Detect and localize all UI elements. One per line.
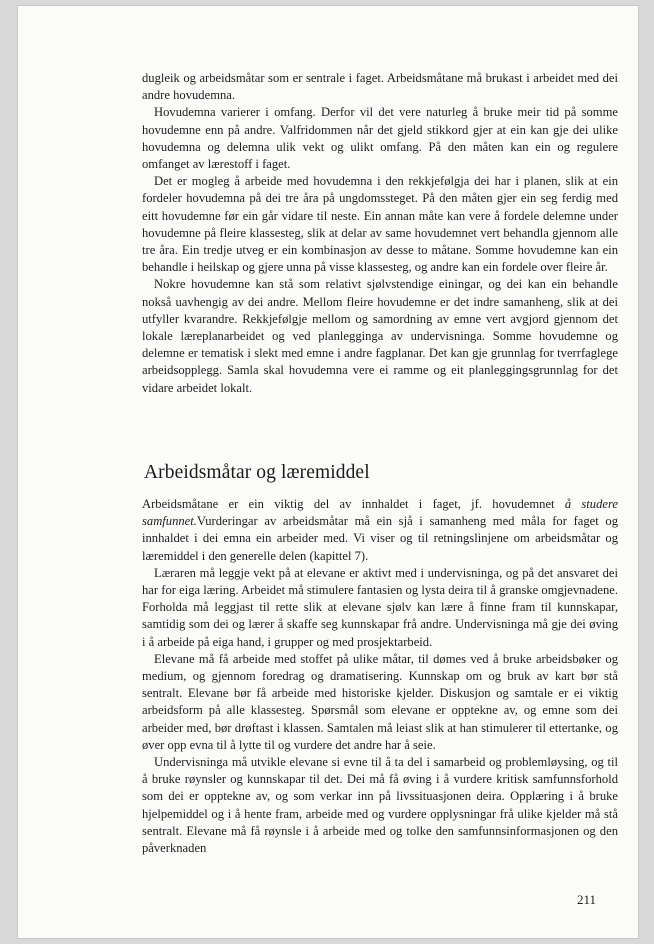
paragraph: Elevane må få arbeide med stoffet på ulike måtar, til dømes ved å bruke arbeidsbøker og medium, og gjennom foredrag og dramatisering. Kunnskap om og bruk av kart bør stå sentralt. Elevane bør få arbeide med historiske kjelder. Diskusjon og samtale er ei viktig arbeidsform på alle klassesteg. Spørsmål som elevane er opptekne av, og emne som dei arbeider med, bør drøftast i klassen. Samtalen må leiast slik at han stimulerer til ettertanke, og øver opp evna til å lytte til og vurdere det andre har å seie. bbox=[142, 651, 618, 752]
paragraph: Undervisninga må utvikle elevane si evne til å ta del i samarbeid og problemløysing, og til å bruke røynsler og kunnskapar til det. Dei må få øving i å vurdere kritisk samfunnsforhold som dei er opptekne av, og som verkar inn på livssituasjonen deira. Opplæring i å bruke hjelpemiddel og i å hente fram, arbeide med og vurdere opplysningar frå ulike kjelder må stå sentralt. Elevane må få røynsle i å arbeide med og tolke den samfunnsinformasjonen og den påverknaden bbox=[142, 755, 618, 856]
paragraph bbox=[142, 496, 618, 565]
paragraph: Læraren må leggje vekt på at elevane er aktivt med i undervisninga, og på det ansvaret dei har for eiga læring. Arbeidet må stimulere fantasien og lysta deira til å granske omgjevnadene. Forholda må leggjast til rette slik at elevane sjølv kan lære å finne fram til kunnskapar, samtidig som dei og lærer å skaffe seg kunnskapar frå andre. Undervisninga må gje dei øving i å arbeide på eiga hand, i grupper og med prosjektarbeid. bbox=[142, 565, 618, 649]
italic-reference: å studere samfunnet. bbox=[142, 497, 618, 529]
section-text-block bbox=[142, 496, 618, 857]
paragraph: Det er mogleg å arbeide med hovudemna i den rekkjefølgja dei har i planen, slik at ein fordeler hovudemna på dei tre åra på ungdomssteget. På den måten gjer ein seg ferdig med eitt hovudemne før ein går vidare til neste. Ein annan måte kan vere å fordele delemne under hovudemne på fleire klassesteg, slik at delar av same hovudemnet vert behandla gjennom alle tre åra. Ein tredje utveg er ein kombinasjon av desse to måtane. Somme hovudemne kan ein behandle i heilskap og gjere unna på visse klassesteg, og andre kan ein fordele over fleire år. bbox=[142, 174, 618, 275]
paragraph-text: Arbeidsmåtane er ein viktig del av innhaldet i faget, jf. hovudemnet bbox=[142, 497, 565, 511]
paragraph: Nokre hovudemne kan stå som relativt sjølvstendige einingar, og dei kan ein behandle nokså uavhengig av dei andre. Mellom fleire hovudemne er det indre samanheng, slik at dei utfyller kvarandre. Rekkjefølgje mellom og samordning av emne vert avgjord gjennom det lokale læreplanarbeidet og ved planlegginga av undervisninga. Somme hovudemne og delemne er tematisk i slekt med emne i andre fagplanar. Det kan gje grunnlag for tverrfaglege arbeidsopplegg. Samla skal hovudemna vere ei ramme og eit planleggingsgrunnlag for det vidare arbeidet lokalt. bbox=[142, 277, 618, 395]
paragraph-continued: dugleik og arbeidsmåtar som er sentrale i faget. Arbeidsmåtane må brukast i arbeidet med dei andre hovudemna. bbox=[142, 71, 618, 103]
top-text-block bbox=[142, 70, 618, 397]
paragraph-text: Vurderingar av arbeidsmåtar må ein sjå i samanheng med måla for faget og innhaldet i dei emna ein arbeider med. Vi viser og til retningslinjene om arbeidsmåtar og læremiddel i den generelle delen (kapittel 7). bbox=[142, 514, 618, 563]
page-number: 211 bbox=[576, 892, 596, 907]
paragraph: Hovudemna varierer i omfang. Derfor vil det vere naturleg å bruke meir tid på somme hovudemne enn på andre. Valfridommen når det gjeld stikkord gjer at ein kan gje dei ulike hovudemna og delemna ulik vekt og ulikt omfang. På den måten kan ein og regulere omfanget av lærestoff i faget. bbox=[142, 105, 618, 172]
section-heading: Arbeidsmåtar og læremiddel bbox=[144, 462, 370, 483]
book-page bbox=[18, 6, 638, 938]
